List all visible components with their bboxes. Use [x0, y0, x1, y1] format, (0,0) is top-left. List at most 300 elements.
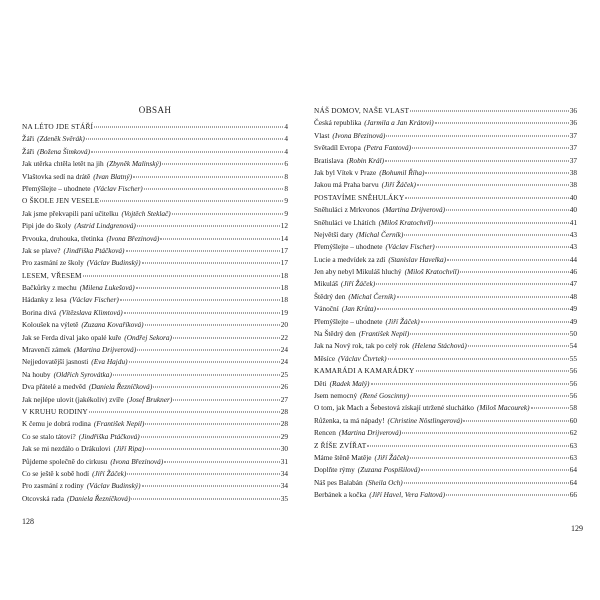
entry-page-number: 34	[280, 468, 288, 478]
entry-page-number: 62	[569, 428, 577, 438]
entry-title: Pro zasmání ze školy	[22, 258, 84, 268]
toc-entry	[314, 291, 577, 303]
toc-entry	[22, 431, 288, 443]
entry-author: (Ondřej Sekora)	[124, 332, 172, 342]
section-title: O ŠKOLE JEN VESELE	[22, 196, 100, 206]
dot-leader	[436, 247, 569, 248]
entry-author: (Václav Fischer)	[69, 295, 119, 305]
entry-title: Co se stalo tátovi?	[22, 431, 76, 441]
toc-entry	[314, 278, 577, 290]
toc-entry	[314, 217, 577, 229]
section-title: NÁŠ DOMOV, NAŠE VLAST	[314, 106, 410, 115]
entry-title: Světadíl Evropa	[314, 143, 361, 153]
entry-author: (Michal Černík)	[348, 291, 396, 301]
entry-author: (Zdeněk Svěrák)	[37, 134, 85, 144]
dot-leader	[410, 111, 569, 112]
dot-leader	[173, 337, 280, 338]
entry-page-number: 56	[569, 390, 577, 400]
dot-leader	[142, 486, 280, 487]
entry-page-number: 63	[569, 452, 577, 462]
entry-title: Jak byl Vítek v Praze	[314, 167, 377, 177]
entry-page-number: 8	[284, 183, 288, 193]
entry-title: Jak se Ferda díval jako opalé kuře	[22, 332, 122, 342]
toc-entry	[314, 229, 577, 241]
entry-author: (Ivona Březinová)	[106, 233, 160, 243]
section-heading-row	[22, 121, 288, 133]
entry-title: Česká republika	[314, 118, 362, 128]
entry-author: (Václav Fischer)	[385, 242, 435, 252]
entry-page-number: 38	[569, 180, 577, 190]
entry-page-number: 48	[569, 291, 577, 301]
dot-leader	[376, 284, 569, 285]
entry-author: (Bohumil Říha)	[379, 167, 425, 177]
dot-leader	[405, 197, 568, 198]
toc-entry	[314, 427, 577, 439]
section-title: NA LÉTO JDE STÁŘÍ	[22, 122, 94, 131]
entry-title: Jen aby nebyl Mikuláš hluchý	[314, 267, 402, 277]
toc-entry	[314, 489, 577, 501]
dot-leader	[468, 346, 569, 347]
entry-page-number: 49	[569, 304, 577, 314]
dot-leader	[126, 250, 280, 251]
entry-author: (Zbyněk Malinský)	[106, 159, 162, 169]
entry-title: Borina divá	[22, 307, 57, 317]
contents-heading: OBSAH	[138, 105, 172, 115]
entry-title: Jak se plave?	[22, 245, 61, 255]
entry-title: Otcovská rada	[22, 493, 64, 503]
section-title: KAMARÁDI A KAMARÁDKY	[314, 366, 415, 376]
entry-page-number: 56	[569, 366, 577, 376]
entry-author: (Václav Fischer)	[93, 183, 143, 193]
toc-entry	[314, 254, 577, 266]
entry-author: (Jan Krůta)	[341, 304, 376, 314]
entry-author: (Jiří Žáček)	[381, 180, 416, 190]
toc-entry	[314, 167, 577, 179]
dot-leader	[100, 201, 283, 202]
section-heading-row	[314, 105, 577, 117]
toc-entry	[314, 328, 577, 340]
toc-entry	[314, 340, 577, 352]
entry-page-number: 22	[280, 332, 288, 342]
entry-page-number: 47	[569, 279, 577, 289]
dot-leader	[141, 436, 280, 437]
dot-leader	[412, 148, 569, 149]
entry-title: Pipi jde do školy	[22, 221, 72, 231]
entry-title: Štědrý den	[314, 291, 346, 301]
entry-title: Sněhuláci ve Lhátích	[314, 217, 376, 227]
entry-page-number: 40	[569, 205, 577, 215]
dot-leader	[94, 127, 283, 128]
dot-leader	[446, 210, 569, 211]
toc-entry	[314, 117, 577, 129]
entry-title: Největší dary	[314, 229, 354, 239]
section-heading-row	[314, 192, 577, 204]
dot-leader	[153, 387, 279, 388]
entry-title: Děti	[314, 378, 327, 388]
entry-page-number: 44	[569, 254, 577, 264]
entry-page-number: 41	[569, 217, 577, 227]
entry-author: (Vítězslava Klimtová)	[59, 307, 123, 317]
toc-entry	[22, 183, 288, 195]
entry-page-number: 18	[280, 270, 288, 280]
entry-title: Berbánek a kočka	[314, 490, 367, 500]
dot-leader	[129, 362, 280, 363]
entry-page-number: 28	[280, 419, 288, 429]
toc-entry	[22, 332, 288, 344]
toc-entry	[22, 208, 288, 220]
section-title: POSTAVÍME SNĚHULÁKY	[314, 192, 405, 202]
toc-entry	[314, 402, 577, 414]
toc-entry	[22, 233, 288, 245]
dot-leader	[447, 259, 569, 260]
entry-author: (Jarmila a Jan Krátovi)	[364, 118, 434, 128]
dot-leader	[89, 411, 280, 412]
entry-page-number: 18	[280, 283, 288, 293]
toc-entry	[22, 418, 288, 430]
entry-title: Na houby	[22, 369, 51, 379]
entry-page-number: 46	[569, 267, 577, 277]
dot-leader	[388, 358, 569, 359]
toc-entry	[22, 171, 288, 183]
dot-leader	[136, 288, 280, 289]
entry-page-number: 9	[284, 208, 288, 218]
toc-entry	[314, 452, 577, 464]
entry-author: (Božena Šimková)	[37, 146, 91, 156]
section-title: Z ŘÍŠE ZVÍŘAT	[314, 440, 367, 450]
dot-leader	[145, 449, 280, 450]
entry-title: Sněhuláci z Mrkvonos	[314, 205, 380, 215]
dot-leader	[386, 135, 568, 136]
entry-page-number: 60	[569, 415, 577, 425]
page-number-left: 128	[22, 517, 34, 526]
entry-author: (Ivan Blatný)	[93, 171, 132, 181]
section-heading-row	[314, 365, 577, 377]
entry-page-number: 37	[569, 155, 577, 165]
dot-leader	[145, 424, 279, 425]
entry-title: Bačkůrky z mechu	[22, 283, 77, 293]
entry-title: Jak utěrka chtěla letět na jih	[22, 159, 104, 169]
entry-page-number: 28	[280, 406, 288, 416]
dot-leader	[463, 420, 568, 421]
entry-author: (Petra Fantová)	[363, 143, 412, 153]
entry-title: Lucie a medvídek za zdí	[314, 254, 386, 264]
toc-entry	[22, 344, 288, 356]
entry-page-number: 18	[280, 295, 288, 305]
entry-title: Jsem nemocný	[314, 390, 358, 400]
toc-entry	[314, 464, 577, 476]
toc-entry	[22, 158, 288, 170]
section-heading-row	[22, 270, 288, 282]
toc-entry	[314, 303, 577, 315]
dot-leader	[421, 470, 569, 471]
dot-leader	[83, 275, 280, 276]
entry-title: Na Štědrý den	[314, 329, 356, 339]
toc-entry	[22, 356, 288, 368]
dot-leader	[113, 374, 280, 375]
entry-page-number: 37	[569, 130, 577, 140]
entry-title: Přemýšlejte – uhodnete	[314, 242, 383, 252]
entry-page-number: 58	[569, 403, 577, 413]
entry-title: Náš pes Balabán	[314, 477, 363, 487]
entry-page-number: 40	[569, 192, 577, 202]
dot-leader	[434, 222, 569, 223]
contents-list-right	[314, 105, 577, 502]
dot-leader	[460, 272, 569, 273]
dot-leader	[160, 238, 279, 239]
entry-page-number: 37	[569, 143, 577, 153]
entry-title: Přemýšlejte – uhodnete	[22, 183, 91, 193]
dot-leader	[410, 457, 569, 458]
entry-page-number: 43	[569, 242, 577, 252]
entry-title: Rencen	[314, 428, 336, 438]
entry-page-number: 24	[280, 357, 288, 367]
entry-page-number: 4	[284, 146, 288, 156]
entry-title: Co se ještě k sobě hodí	[22, 468, 90, 478]
toc-entry	[314, 204, 577, 216]
toc-entry	[314, 130, 577, 142]
entry-title: Žáři	[22, 134, 35, 144]
entry-page-number: 17	[280, 258, 288, 268]
entry-title: Přemýšlejte – uhodnete	[314, 316, 383, 326]
entry-author: (Jindřiška Ptáčková)	[78, 431, 140, 441]
dot-leader	[164, 461, 279, 462]
entry-page-number: 64	[569, 477, 577, 487]
toc-entry	[314, 155, 577, 167]
entry-author: (René Goscinny)	[360, 390, 409, 400]
entry-title: Dva přátelé a medvěd	[22, 382, 86, 392]
entry-title: Máme štěně Matěje	[314, 452, 372, 462]
entry-author: (Martina Drijverová)	[73, 345, 137, 355]
entry-page-number: 30	[280, 444, 288, 454]
entry-author: (Václav Budinský)	[86, 258, 141, 268]
toc-entry	[22, 456, 288, 468]
entry-page-number: 55	[569, 353, 577, 363]
entry-page-number: 9	[284, 196, 288, 206]
toc-entry	[22, 257, 288, 269]
entry-title: Pro zasmání z rodiny	[22, 481, 84, 491]
entry-author: (Christine Nöstlingerová)	[387, 415, 463, 425]
page-number-right: 129	[571, 524, 583, 533]
entry-title: Vlast	[314, 130, 330, 140]
toc-entry	[314, 179, 577, 191]
dot-leader	[410, 395, 569, 396]
entry-page-number: 19	[280, 307, 288, 317]
contents-list-left	[22, 121, 288, 505]
entry-title: Vlaštovka sedí na drátě	[22, 171, 91, 181]
toc-entry	[22, 133, 288, 145]
entry-author: (Miloš Macourek)	[476, 403, 530, 413]
entry-author: (Josef Brukner)	[126, 394, 173, 404]
entry-author: (Miloš Kratochvíl)	[378, 217, 434, 227]
entry-title: Mikuláš	[314, 279, 338, 289]
entry-title: Prvouka, druhouka, třetinka	[22, 233, 104, 243]
entry-title: Bratislava	[314, 155, 344, 165]
toc-entry	[22, 319, 288, 331]
dot-leader	[404, 482, 569, 483]
dot-leader	[162, 164, 283, 165]
entry-author: (František Nepil)	[93, 419, 145, 429]
dot-leader	[133, 176, 283, 177]
toc-entry	[314, 142, 577, 154]
toc-entry	[22, 394, 288, 406]
dot-leader	[435, 123, 569, 124]
section-heading-row	[22, 406, 288, 418]
dot-leader	[402, 433, 568, 434]
entry-author: (Václav Čtvrtek)	[338, 353, 387, 363]
entry-author: (Jiří Žáček)	[340, 279, 376, 289]
entry-page-number: 36	[569, 106, 577, 115]
toc-entry	[314, 266, 577, 278]
entry-page-number: 54	[569, 341, 577, 351]
entry-title: Jakou má Praha barvu	[314, 180, 379, 190]
dot-leader	[416, 371, 569, 372]
section-heading-row	[22, 195, 288, 207]
entry-page-number: 49	[569, 316, 577, 326]
toc-entry	[314, 477, 577, 489]
section-title: LESEM, VŘESEM	[22, 270, 82, 280]
entry-author: (Jiří Žáček)	[385, 316, 420, 326]
entry-page-number: 43	[569, 229, 577, 239]
entry-page-number: 35	[280, 493, 288, 503]
entry-author: (Jindřiška Ptáčková)	[63, 245, 125, 255]
entry-title: K čemu je dobrá rodina	[22, 419, 91, 429]
entry-author: (Oldřich Syrovátka)	[53, 369, 112, 379]
toc-entry	[22, 294, 288, 306]
entry-author: (Astrid Lindgrenová)	[74, 221, 136, 231]
dot-leader	[417, 185, 569, 186]
entry-page-number: 12	[280, 221, 288, 231]
entry-author: (Jiří Žáček)	[92, 468, 127, 478]
dot-leader	[385, 160, 569, 161]
entry-page-number: 29	[280, 431, 288, 441]
toc-entry	[22, 220, 288, 232]
entry-author: (Michal Černík)	[356, 229, 404, 239]
entry-author: (Jiří Žáček)	[374, 452, 409, 462]
entry-title: O tom, jak Mach a Šebestová získají utržené sluchátko	[314, 403, 474, 413]
entry-author: (Helena Stáchová)	[412, 341, 467, 351]
entry-author: (Daniela Řezníčková)	[66, 493, 131, 503]
entry-title: Jak se mi nezdálo o Drákulovi	[22, 444, 111, 454]
dot-leader	[86, 139, 284, 140]
dot-leader	[531, 408, 569, 409]
entry-page-number: 36	[569, 118, 577, 128]
entry-title: Nejjedovatější jasnosti	[22, 357, 89, 367]
dot-leader	[425, 172, 568, 173]
entry-title: Žáři	[22, 146, 35, 156]
entry-page-number: 20	[280, 320, 288, 330]
dot-leader	[145, 325, 280, 326]
dot-leader	[142, 263, 280, 264]
entry-author: (Václav Budinský)	[86, 481, 141, 491]
dot-leader	[377, 309, 569, 310]
entry-page-number: 8	[284, 171, 288, 181]
toc-entry	[314, 316, 577, 328]
dot-leader	[367, 445, 568, 446]
entry-page-number: 25	[280, 369, 288, 379]
dot-leader	[144, 188, 284, 189]
entry-author: (František Nepil)	[358, 329, 410, 339]
toc-entry	[22, 245, 288, 257]
toc-entry	[314, 415, 577, 427]
entry-author: (Vojtěch Steklač)	[121, 208, 171, 218]
entry-title: Mravenčí zámek	[22, 345, 71, 355]
entry-page-number: 56	[569, 378, 577, 388]
entry-title: Jak nejlépe ulovit (jakékoliv) zvíře	[22, 394, 124, 404]
entry-page-number: 38	[569, 167, 577, 177]
entry-title: Hádanky z lesa	[22, 295, 67, 305]
entry-title: Růženka, ta má nápady!	[314, 415, 385, 425]
entry-page-number: 24	[280, 345, 288, 355]
dot-leader	[446, 495, 569, 496]
entry-author: (Martina Drijverová)	[382, 205, 446, 215]
entry-page-number: 14	[280, 233, 288, 243]
entry-author: (Zuzana Pospíšilová)	[357, 465, 420, 475]
dot-leader	[371, 383, 569, 384]
entry-author: (Milena Lukešová)	[79, 283, 135, 293]
entry-page-number: 66	[569, 490, 577, 500]
dot-leader	[120, 300, 280, 301]
dot-leader	[124, 312, 280, 313]
entry-author: (Ivona Březinová)	[332, 130, 386, 140]
toc-entry	[22, 307, 288, 319]
toc-entry	[22, 493, 288, 505]
entry-title: Vánoční	[314, 304, 339, 314]
toc-entry	[22, 443, 288, 455]
entry-author: (Miloš Kratochvíl)	[404, 267, 460, 277]
dot-leader	[131, 498, 279, 499]
entry-author: (Martina Drijverová)	[338, 428, 402, 438]
entry-page-number: 17	[280, 245, 288, 255]
entry-title: Půjdeme společně do cirkusu	[22, 456, 108, 466]
toc-entry	[22, 480, 288, 492]
dot-leader	[173, 399, 279, 400]
section-heading-row	[314, 440, 577, 452]
entry-page-number: 63	[569, 440, 577, 450]
entry-title: Jak na Nový rok, tak po celý rok	[314, 341, 410, 351]
entry-page-number: 31	[280, 456, 288, 466]
toc-entry	[314, 390, 577, 402]
entry-author: (Zuzana Kovaříková)	[81, 320, 144, 330]
entry-author: (Jiří Ripa)	[113, 444, 145, 454]
toc-entry	[314, 241, 577, 253]
entry-author: (Ivona Březinová)	[110, 456, 164, 466]
dot-leader	[421, 321, 569, 322]
toc-entry	[314, 353, 577, 365]
entry-author: (Stanislav Havelka)	[388, 254, 447, 264]
entry-author: (Daniela Řezníčková)	[88, 382, 153, 392]
entry-author: (Sheila Och)	[365, 477, 403, 487]
dot-leader	[137, 226, 280, 227]
dot-leader	[91, 151, 283, 152]
dot-leader	[410, 334, 568, 335]
entry-page-number: 64	[569, 465, 577, 475]
entry-title: Doplňte rýmy	[314, 465, 355, 475]
dot-leader	[397, 296, 569, 297]
toc-entry	[22, 369, 288, 381]
dot-leader	[172, 213, 284, 214]
entry-page-number: 4	[284, 122, 288, 131]
toc-entry	[22, 282, 288, 294]
entry-author: (Jiří Havel, Vera Faltová)	[369, 490, 446, 500]
toc-entry	[22, 146, 288, 158]
toc-entry	[314, 378, 577, 390]
entry-title: Jak jsme překvapili paní učitelku	[22, 208, 119, 218]
toc-entry	[22, 468, 288, 480]
entry-page-number: 6	[284, 159, 288, 169]
entry-page-number: 26	[280, 382, 288, 392]
entry-author: (Eva Hajdu)	[91, 357, 128, 367]
entry-title: Měsíce	[314, 353, 336, 363]
